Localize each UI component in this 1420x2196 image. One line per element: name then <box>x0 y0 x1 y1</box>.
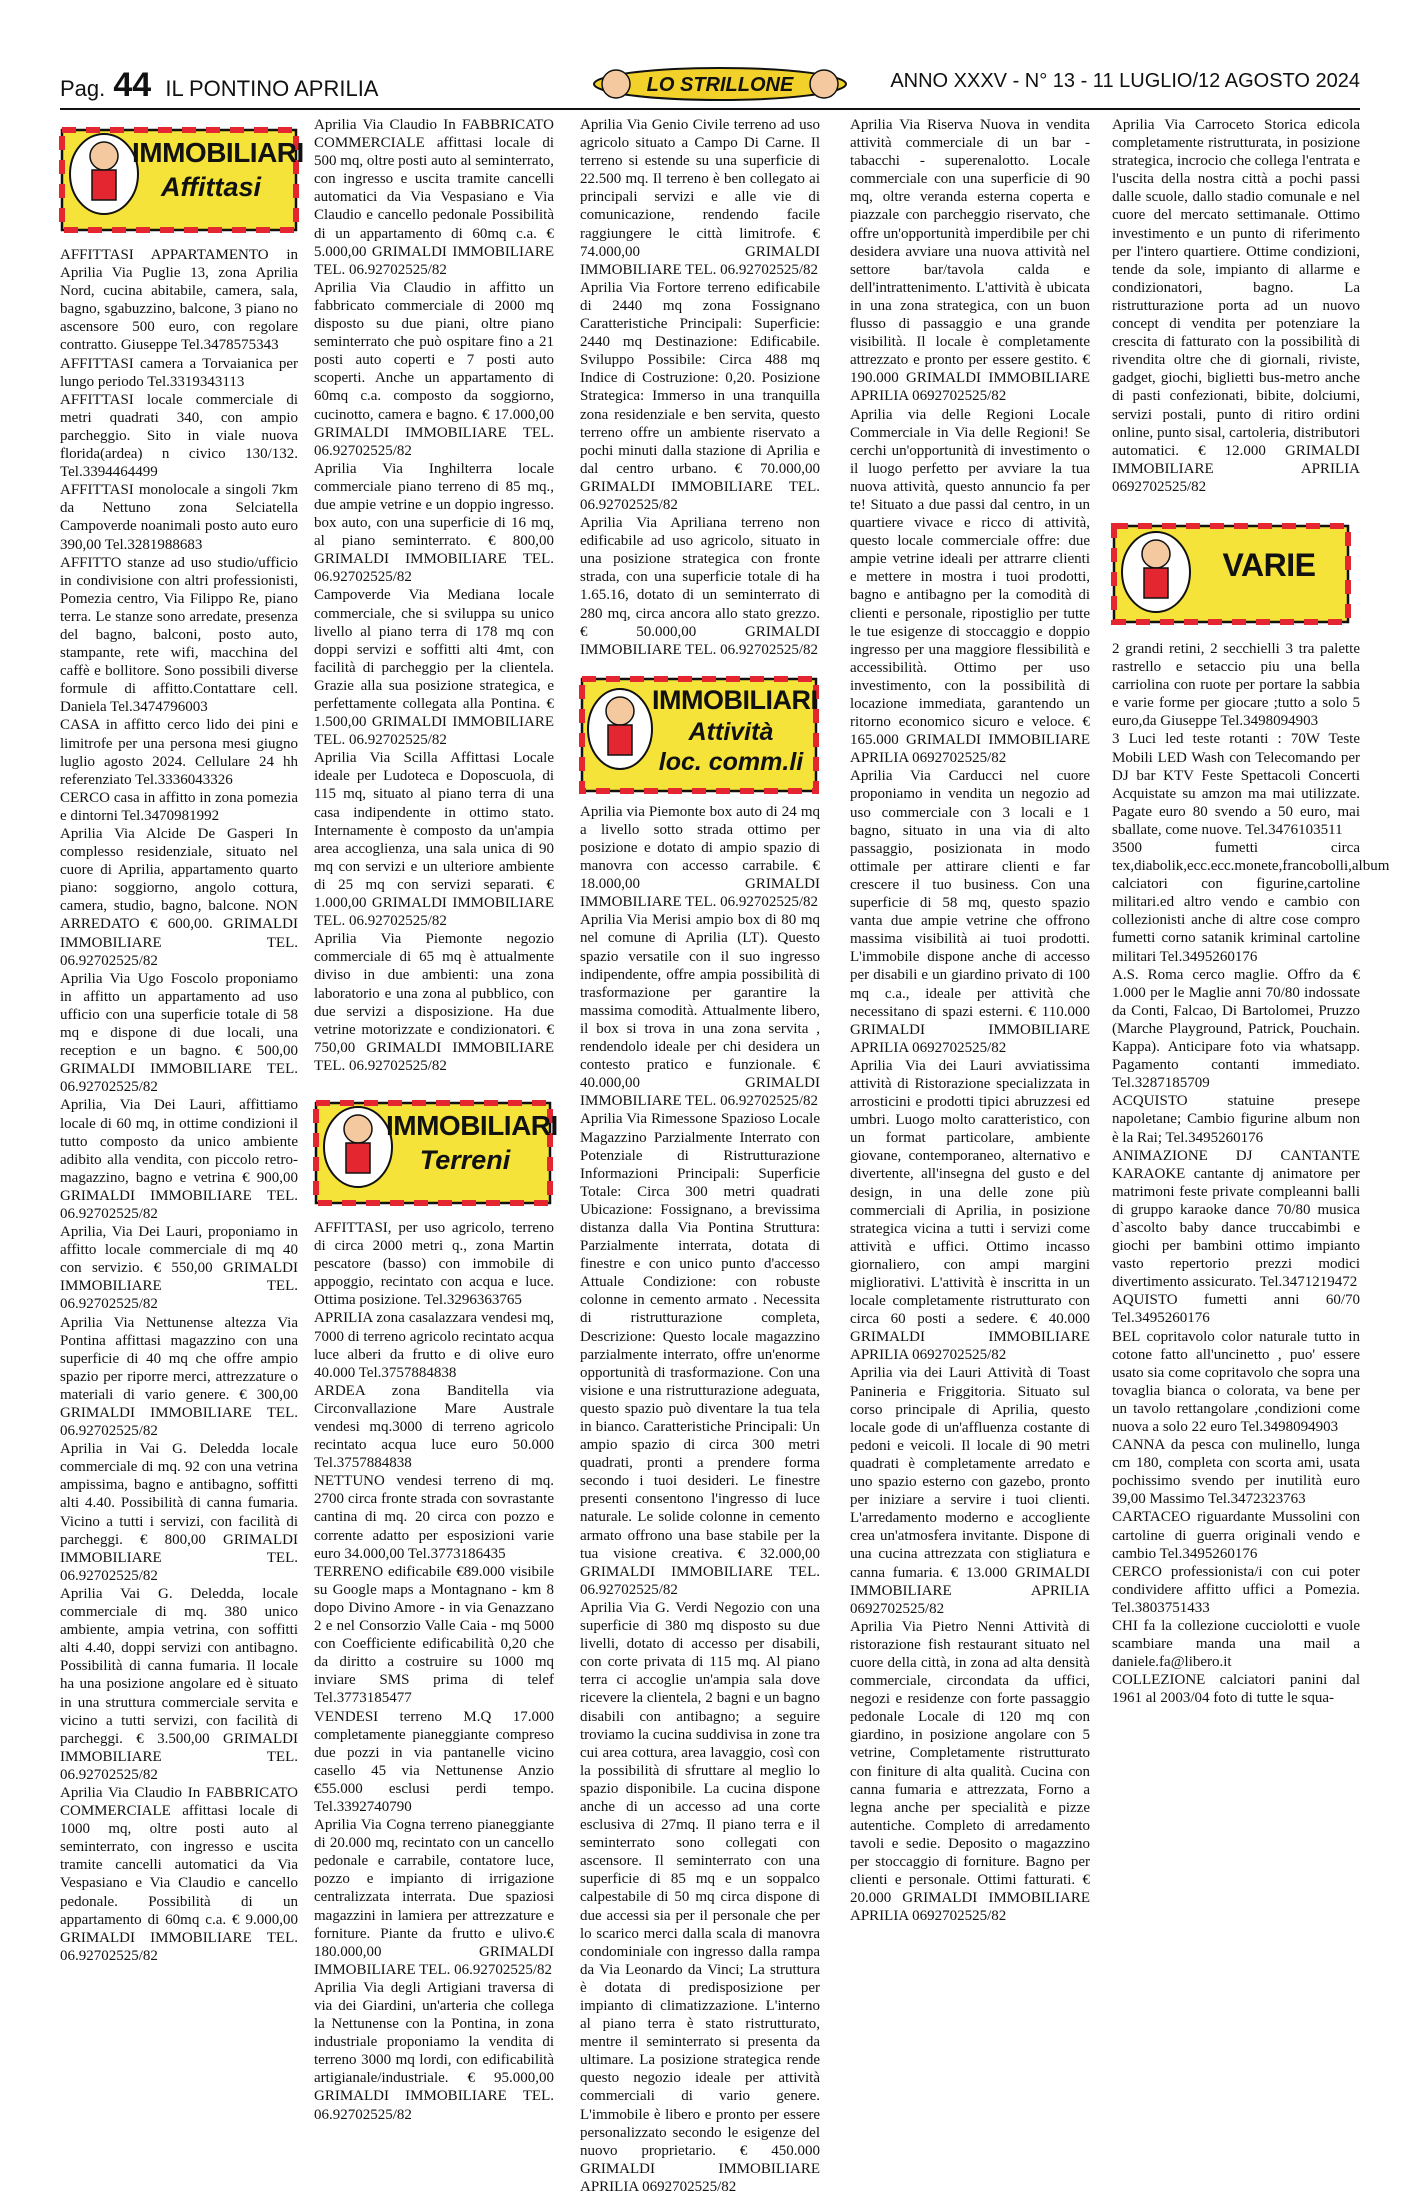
classified-ad: CANNA da pesca con mulinello, lunga cm 180, completa con scorta ami, usata pochissimo svendo per inutilità euro 39,00 Massimo Tel.3472323763 <box>1112 1437 1360 1508</box>
classified-ad: Aprilia Via Piemonte negozio commerciale di 65 mq è attualmente diviso in due ambienti: una zona laboratorio e una zona al pubblico, con due servizi a disposizione. Ha due vetrine motorizzate e condizionatori. € 750,00 GRIMALDI IMMOBILIARE TEL. 06.92702525/82 <box>314 931 554 1074</box>
classified-ad: 2 grandi retini, 2 secchielli 3 tra palette rastrello e setaccio piu una bella carriolina con ruote per portare la sabbia e varie forme per giocare ;tutto a solo 5 euro,da Giuseppe Tel.3498094903 <box>1112 640 1360 730</box>
section-subtitle-2: loc. comm.li <box>658 747 804 776</box>
classified-ad: AFFITTASI camera a Torvaianica per lungo periodo Tel.3319343113 <box>60 355 298 390</box>
column-3 <box>580 116 820 2195</box>
column-1 <box>60 116 304 1976</box>
classified-ad: Aprilia Via Rimessone Spazioso Locale Magazzino Parzialmente Interrato con Potenziale di Ristrutturazione Informazioni Principali: Superficie Totale: Circa 300 metri quadrati Ubicazione: Fossignano, a brevissima distanza dalla Via Pontina Struttura: Parzialmente interrata, dotata di finestre e con unico punto d'accesso Attuale Condizione: con robuste colonne in cemento armato . Necessita di ristrutturazione completa, Descrizione: Questo locale magazzino parzialmente interrato, offre un'enorme opportunità di trasformazione. Con una visione e una ristrutturazione adeguata, questo spazio può diventare la tua tela in bianco. Caratteristiche Principali: Un ampio spazio di circa 300 metri quadrati, pronti a prendere forma secondo i tuoi desideri. Le finestre presenti consentono l'ingresso di luce naturale. Le solide colonne in cemento armato offrono una base stabile per la tua visione creativa. € 32.000,00 GRIMALDI IMMOBILIARE TEL. 06.92702525/82 <box>580 1111 820 1598</box>
classified-ad: CARTACEO riguardante Mussolini con cartoline di guerra originali vendo e cambio Tel.3495260176 <box>1112 1509 1360 1562</box>
page-header-left <box>60 66 378 105</box>
classified-ad: Aprilia via Piemonte box auto di 24 mq a livello sotto strada ottimo per posizione e dotato di ampio spazio di manovra con accesso carrabile. € 18.000,00 GRIMALDI IMMOBILIARE TEL. 06.92702525/82 <box>580 803 820 911</box>
paper-name: IL PONTINO APRILIA <box>165 76 379 101</box>
classified-ad: Aprilia Vai G. Deledda, locale commerciale di mq. 380 unico ambiente, ampia vetrina, con soffitti alti 4.40, doppi servizi con antibagno. Possibilità di canna fumaria. Il locale ha una posizione angolare ed è situato in una struttura commerciale servita e vicino a tutti servizi, con facilità di parcheggi. € 3.500,00 GRIMALDI IMMOBILIARE TEL. 06.92702525/82 <box>60 1585 298 1783</box>
classified-ad: Aprilia via delle Regioni Locale Commerciale in Via delle Regioni! Se cerchi un'opportunità di investimento o il luogo perfetto per avviare la tua nuova attività, questo annuncio fa per te! Situato a due passi dal centro, in un quartiere vivace e ricco di attività, questo locale commerciale offre: due ampie vetrine ideali per attrarre clienti e mettere in mostra i tuoi prodotti, bagno e antibagno per la comodità di clienti e personale, ripostiglio per tutte le tue esigenze di stoccaggio e doppio ingresso per una maggiore flessibilità e accessibilità. Ottimo per uso investimento, con la possibilità di locazione immediata, garantendo un ritorno economico sicuro e veloce. € 165.000 GRIMALDI IMMOBILIARE APRILIA 0692702525/82 <box>850 406 1090 767</box>
classified-ad: 3500 fumetti circa tex,diabolik,ecc.ecc.monete,francobolli,album calciatori con figurine,cartoline militari.ed altro vendo e cambio con collezionisti anche di altre cose compro fumetti corno satanik kriminal cartoline militari Tel.3495260176 <box>1112 840 1390 965</box>
lo-strillone-logo <box>590 64 850 104</box>
section-header-attivita <box>580 673 820 795</box>
classified-ad: AFFITTO stanze ad uso studio/ufficio in condivisione con altri professionisti, Pomezia centro, Via Filippo Re, piano terra. Le stanze sono arredate, presenza del bagno, balconi, posto auto, stampante, rete wifi, macchina del caffè e bollitore. Sono possibili diverse formule di affitto.Contattare cell. Daniela Tel.3474796003 <box>60 554 298 716</box>
classified-ad: Aprilia Via degli Artigiani traversa di via dei Giardini, un'arteria che collega la Nettunense con la Pontina, in zona industriale proponiamo la vendita di terreno 3000 mq lordi, con edificabilità artigianale/industriale. € 95.000,00 GRIMALDI IMMOBILIARE TEL. 06.92702525/82 <box>314 1979 554 2123</box>
classified-ad: Aprilia Via Scilla Affittasi Locale ideale per Ludoteca e Doposcuola, di 115 mq, situato al piano terra di una casa indipendente in ottimo stato. Internamente è composto da un'ampia area accoglienza, una sala unica di 90 mq con servizi e un ulteriore ambiente di 25 mq con servizi separati. € 1.000,00 GRIMALDI IMMOBILIARE TEL. 06.92702525/82 <box>314 750 554 930</box>
classified-ad: TERRENO edificabile €89.000 visibile su Google maps a Montagnano - km 8 dopo Divino Amore - in via Genazzano 2 e nel Consorzio Valle Caia - mq 5000 con Coefficiente edificabilità 0,20 che da diritto a costruire su 1000 mq inviare SMS prima di telef Tel.3773185477 <box>314 1563 554 1707</box>
classified-ad: Aprilia Via Carducci nel cuore proponiamo in vendita un negozio ad uso commerciale con 3 locali e 1 bagno, situato in una via di alto passaggio, posizionata in modo ottimale per attirare clienti e far crescere il tuo business. Con una superficie di 58 mq, questo spazio vanta due ampie vetrine che offrono massima visibilità ai tuoi prodotti. L'immobile dispone anche di accesso per disabili e un giardino privato di 100 mq c.a., ideale per attività che necessitano di spazi esterni. € 110.000 GRIMALDI IMMOBILIARE APRILIA 0692702525/82 <box>850 768 1090 1056</box>
section-title: IMMOBILIARI <box>652 684 818 715</box>
classified-ad: Campoverde Via Mediana locale commerciale, che si sviluppa su unico livello al piano terra di 178 mq con doppi servizi e soffitti alti 4mt, con facilità di parcheggio per la clientela. Grazie alla sua posizione strategica, e perfettamente collegata alla Pontina. € 1.500,00 GRIMALDI IMMOBILIARE TEL. 06.92702525/82 <box>314 587 554 749</box>
column-2 <box>314 116 558 2123</box>
section-subtitle: Terreni <box>419 1144 511 1175</box>
page-number: 44 <box>113 66 152 104</box>
section-header-affittasi <box>60 116 304 238</box>
masthead <box>60 64 1360 108</box>
classified-ad: Aprilia via dei Lauri Attività di Toast Panineria e Friggitoria. Situato sul corso principale di Aprilia, questo locale gode di un'affluenza costante di pedoni e veicoli. Il locale di 90 metri quadrati è completamente arredato e uno spazio esterno con gazebo, pronto per iniziare a servire i tuoi clienti. L'arredamento moderno e accogliente crea un'atmosfera invitante. Dispone di una cucina attrezzata con stigliatura e canna fumaria. € 13.000 GRIMALDI IMMOBILIARE APRILIA 0692702525/82 <box>850 1365 1090 1617</box>
classified-ad: Aprilia Via Pietro Nenni Attività di ristorazione fish restaurant situato nel cuore della città, in zona ad alta densità commerciale, circondata da uffici, negozi e residenze con forte passaggio pedonale Locale di 120 mq con giardino, in posizione angolare con 5 vetrine, Completamente ristrutturato con finiture di alta qualità. Cucina con canna fumaria e attrezzata, Forno a legna anche per specialità e pizze autentiche. Completo di arredamento tavoli e sedie. Deposito o magazzino per stoccaggio di forniture. Bagno per clienti e personale. Ottimi fatturati. € 20.000 GRIMALDI IMMOBILIARE APRILIA 0692702525/82 <box>850 1618 1090 1925</box>
classified-ad: AQUISTO fumetti anni 60/70 Tel.3495260176 <box>1112 1292 1360 1327</box>
column-5 <box>1112 116 1390 1976</box>
classified-ad: CHI fa la collezione cucciolotti e vuole scambiare manda una mail a daniele.fa@libero.it <box>1112 1618 1360 1671</box>
classified-ad: Aprilia, Via Dei Lauri, affittiamo locale di 60 mq, in ottime condizioni il tutto composto da unico ambiente adibito alla vendita, con piccolo retro-magazzino, bagno e vetrina € 900,00 GRIMALDI IMMOBILIARE TEL. 06.92702525/82 <box>60 1097 298 1222</box>
classified-ad: AFFITTASI APPARTAMENTO in Aprilia Via Puglie 13, zona Aprilia Nord, cucina abitabile, camera, sala, bagno, sgabuzzino, balcone, 3 piano no ascensore 500 euro, con regolare contratto. Giuseppe Tel.3478575343 <box>60 247 298 354</box>
classified-ad: AFFITTASI locale commerciale di metri quadrati 340, con ampio parcheggio. Sito in viale nuova florida(ardea) n civico 130/132. Tel.3394464499 <box>60 391 298 481</box>
classified-ad: Aprilia Via Cogna terreno pianeggiante di 20.000 mq, recintato con un cancello pedonale e carrabile, contatore luce, pozzo e impianto di irrigazione centralizzata interrata. Due spaziosi magazzini in lamiera per attrezzature e forniture. Piante da frutto e ulivo.€ 180.000,00 GRIMALDI IMMOBILIARE TEL. 06.92702525/82 <box>314 1817 554 1978</box>
classified-ad: Aprilia Via Inghilterra locale commerciale piano terreno di 85 mq., due ampie vetrine e un doppio ingresso. box auto, con una superficie di 16 mq, al piano seminterrato. € 800,00 GRIMALDI IMMOBILIARE TEL. 06.92702525/82 <box>314 460 554 586</box>
classified-ad: Aprilia, Via Dei Lauri, proponiamo in affitto locale commerciale di mq 40 con servizio. € 550,00 GRIMALDI IMMOBILIARE TEL. 06.92702525/82 <box>60 1224 298 1313</box>
classified-ad: Aprilia Via Claudio In FABBRICATO COMMERCIALE affittasi locale di 500 mq, oltre posti auto al seminterrato, con ingresso e uscita tramite cancelli automatici da Via Vespasiano e Via Claudio e cancello pedonale Possibilità di un appartamento di 60mq c.a. € 5.000,00 GRIMALDI IMMOBILIARE TEL. 06.92702525/82 <box>314 117 554 278</box>
section-subtitle: Attività <box>688 717 774 746</box>
issue-info: ANNO XXXV - N° 13 - 11 LUGLIO/12 AGOSTO 2024 <box>890 70 1360 92</box>
logo-text: LO STRILLONE <box>646 74 794 96</box>
section-title: VARIE <box>1222 546 1316 583</box>
classified-ad: Aprilia in Vai G. Deledda locale commerciale di mq. 92 con una vetrina ampissima, bagno e antibagno, soffitti alti 4.40. Possibilità di canna fumaria. Vicino a tutti i servizi, con facilità di parcheggi. € 800,00 GRIMALDI IMMOBILIARE TEL. 06.92702525/82 <box>60 1441 298 1584</box>
classified-ad: Aprilia Via Claudio In FABBRICATO COMMERCIALE affittasi locale di 1000 mq, oltre posti auto al seminterrato, con ingresso e uscita tramite cancelli automatici da Via Vespasiano e Via Claudio e cancello pedonale. Possibilità di un appartamento di 60mq c.a. € 9.000,00 GRIMALDI IMMOBILIARE TEL. 06.92702525/82 <box>60 1784 298 1964</box>
classified-ad: Aprilia Via Merisi ampio box di 80 mq nel comune di Aprilia (LT). Questo spazio versatile con il suo ingresso indipendente, offre ampia possibilità di trasformazione per garantire la massima comodità. Attualmente libero, il box si trova in una zona servita , rendendolo ideale per chi desidera un contesto pratico e funzionale. € 40.000,00 GRIMALDI IMMOBILIARE TEL. 06.92702525/82 <box>580 912 820 1110</box>
classified-ad: Aprilia Via Riserva Nuova in vendita attività commerciale di un bar - tabacchi - superenalotto. Locale commerciale con una superficie di 90 mq, oltre veranda esterna coperta e piazzale con parcheggio riservato, che offre un'opportunità imperdibile per chi desidera avviare una nuova attività nel settore bar/tavola calda e dell'intrattenimento. L'attività è ubicata in una zona strategica, con un buon flusso di passaggio e una grande visibilità. Il locale è completamente attrezzato e pronto per essere gestito. € 190.000 GRIMALDI IMMOBILIARE APRILIA 0692702525/82 <box>850 117 1090 405</box>
classified-ad: Aprilia Via Fortore terreno edificabile di 2440 mq zona Fossignano Caratteristiche Principali: Superficie: 2440 mq Destinazione: Edificabile. Sviluppo Possibile: Circa 488 mq Indice di Costruzione: 0,20. Posizione Strategica: Immerso in una tranquilla zona residenziale e ben servita, questo terreno offre un ambiente riservato a pochi minuti dalla stazione di Aprilia e dal centro urbano. € 70.000,00 GRIMALDI IMMOBILIARE TEL. 06.92702525/82 <box>580 279 820 513</box>
classified-ad: Aprilia Via Genio Civile terreno ad uso agricolo situato a Campo Di Carne. Il terreno si estende su una superficie di 22.500 mq. Il terreno è ben collegato ai principali servizi e alle vie di comunicazione, rendendo facile raggiungere le città limitrofe. € 74.000,00 GRIMALDI IMMOBILIARE TEL. 06.92702525/82 <box>580 117 820 278</box>
classified-ad: Aprilia Via Alcide De Gasperi In complesso residenziale, situato nel cuore di Aprilia, appartamento quarto piano: soggiorno, angolo cottura, camera, studio, bagno, balcone. NON ARREDATO € 600,00. GRIMALDI IMMOBILIARE TEL. 06.92702525/82 <box>60 826 298 969</box>
classified-ad: AFFITTASI, per uso agricolo, terreno di circa 2000 metri q., zona Martin pescatore (basso) con immobile di appoggio, recintato con acqua e luce. Ottima posizione. Tel.3296363765 <box>314 1219 554 1309</box>
section-header-terreni <box>314 1089 558 1211</box>
section-title: IMMOBILIARI <box>386 1109 558 1141</box>
classified-ad: 3 Luci led teste rotanti : 70W Teste Mobili LED Wash con Telecomando per DJ bar KTV Feste Spettacoli Concerti Acquistate su amzon ma mai utilizzate. Pagate euro 80 svendo a 50 euro, mai sballate, come nuove. Tel.3476103511 <box>1112 731 1360 838</box>
classified-ad: Aprilia Via Ugo Foscolo proponiamo in affitto un appartamento ad uso ufficio con una superficie totale di 58 mq e dispone di due locali, una reception e un bagno. € 500,00 GRIMALDI IMMOBILIARE TEL. 06.92702525/82 <box>60 970 298 1096</box>
classified-ad: Aprilia Via G. Verdi Negozio con una superficie di 380 mq disposto su due livelli, dotato di accesso per disabili, con corte privata di 115 mq. Al piano terra ci accoglie un'ampia sala dove ricevere la clientela, 2 bagni e un bagno disabili con antibagno; a seguire troviamo la cucina suddivisa in zone tra cui area cottura, area lavaggio, così con la possibilità di sfruttare al meglio lo spazio disponibile. La cucina dispone anche di un accesso ad una corte esclusiva di 27mq. Il piano terra e il seminterrato sono collegati con ascensore. Il seminterrato con una superficie di 85 mq e un soppalco calpestabile di 50 mq circa dispone di due accessi sia per il personale che per lo scarico merci dalla scala di manovra condominiale con ingresso dalla rampa da Via Leonardo da Vinci; La struttura è dotata di predisposizione per impianto di climatizzazione. L'interno al piano terra è stato ristrutturato, mentre il seminterrato si presenta da ultimare. La posizione strategica rende questo negozio ideale per attività commerciali di vario genere. L'immobile è libero e pronto per essere personalizzato secondo le esigenze del nuovo proprietario. € 450.000 GRIMALDI IMMOBILIARE APRILIA 0692702525/82 <box>580 1599 820 2195</box>
classified-ad: AFFITTASI monolocale a singoli 7km da Nettuno zona Selciatella Campoverde noanimali posto auto euro 390,00 Tel.3281988683 <box>60 482 298 553</box>
classified-ad: ANIMAZIONE DJ CANTANTE KARAOKE cantante dj animatore per matrimoni feste private compleanni balli di gruppo karaoke dance 70/80 musica d`ascolto baby dance truccabimbi e giochi per bambini ottimo impianto vasto repertorio prezzi modici divertimento assicurato. Tel.3471219472 <box>1112 1147 1360 1291</box>
classified-ad: Aprilia Via Nettunense altezza Via Pontina affittasi magazzino con una superficie di 40 mq che offre ampio spazio per riporre merci, attrezzature o materiali di vario genere. € 300,00 GRIMALDI IMMOBILIARE TEL. 06.92702525/82 <box>60 1314 298 1440</box>
classified-ad: ACQUISTO statuine presepe napoletane; Cambio figurine album non è la Rai; Tel.3495260176 <box>1112 1093 1360 1146</box>
section-header-varie <box>1112 514 1352 632</box>
page-label: Pag. <box>60 76 106 101</box>
classified-ad: Aprilia Via Claudio in affitto un fabbricato commerciale di 2000 mq disposto su due piani, oltre piano seminterrato che può ospitare fino a 21 posti auto coperti e 7 posti auto scoperti. Anche un appartamento di 60mq c.a. composto da soggiorno, cucinotto, camera e bagno. € 17.000,00 GRIMALDI IMMOBILIARE TEL. 06.92702525/82 <box>314 279 554 459</box>
classified-ad: ARDEA zona Banditella via Circonvallazione Mare Australe vendesi mq.3000 di terreno agricolo recintato acqua luce euro 50.000 Tel.3757884838 <box>314 1382 554 1472</box>
classified-ad: CERCO professionista/i con cui poter condividere affitto uffici a Pomezia. Tel.3803751433 <box>1112 1563 1360 1616</box>
classified-ad: Aprilia Via dei Lauri avviatissima attività di Ristorazione specializzata in arrosticini e prodotti tipici abruzzesi ed umbri. Luogo molto caratteristico, con un format particolare, ambiente giovane, contemporaneo, alternativo e divertente, all'insegna del gusto e del design, in una delle zone più commerciali di Aprilia, in posizione strategica vicina a tutti i servizi come attività e uffici. Ottimo incasso giornaliero, con ampi margini migliorativi. L'attività è inscritta in un locale completamente ristrutturato con circa 60 posti a sedere. € 40.000 GRIMALDI IMMOBILIARE APRILIA 0692702525/82 <box>850 1057 1090 1364</box>
classified-ad: CERCO casa in affitto in zona pomezia e dintorni Tel.3470981992 <box>60 789 298 824</box>
classified-ad: NETTUNO vendesi terreno di mq. 2700 circa fronte strada con sovrastante cantina di mq. 20 circa con pozzo e corrente adatto per esposizioni varie euro 34.000,00 Tel.3773186435 <box>314 1473 554 1562</box>
classified-ad: CASA in affitto cerco lido dei pini e limitrofe per una persona mesi giugno luglio agosto 2024. Cellulare 24 hh referenziato Tel.3336043326 <box>60 717 298 788</box>
classified-ad: COLLEZIONE calciatori panini dal 1961 al 2003/04 foto di tutte le squa- <box>1112 1672 1360 1707</box>
classified-ad: BEL copritavolo color naturale tutto in cotone fatto all'uncinetto , puo' essere usato sia come copritavolo che sopra una tovaglia bianca o colorata, va bene per un tavolo rettangolare ,condizioni come nuova a solo 22 euro Tel.3498094903 <box>1112 1328 1360 1435</box>
classified-ad: VENDESI terreno M.Q 17.000 completamente pianeggiante compreso due pozzi in via pantanelle vicino casello 45 via Nettunense Anzio €55.000 esclusi perdi tempo. Tel.3392740790 <box>314 1708 554 1815</box>
logo-graphic <box>590 64 850 104</box>
classified-ad: A.S. Roma cerco maglie. Offro da € 1.000 per le Maglie anni 70/80 indossate da Conti, Falcao, Di Bartolomei, Pruzzo (Marche Playground, Patrick, Pouchain. Kappa). Anticipare foto via whatsapp. Pagamento contanti immediato. Tel.3287185709 <box>1112 966 1360 1092</box>
classified-ad: APRILIA zona casalazzara vendesi mq, 7000 di terreno agricolo recintato acqua luce alberi da frutto e di olive euro 40.000 Tel.3757884838 <box>314 1310 554 1381</box>
section-title: IMMOBILIARI <box>132 137 304 168</box>
column-4 <box>850 116 1090 1976</box>
classified-ad: Aprilia Via Carroceto Storica edicola completamente ristrutturata, in posizione strategica, incrocio che collega l'entrata e l'uscita della nostra città a pochi passi dalle scuole, dallo stadio comunale e nel cuore del mercato settimanale. Ottimo investimento e un punto di riferimento per l'intero quartiere. Ottime condizioni, tende da sole, impianto di allarme e condizionatori, bagno. La ristrutturazione porta ad un nuovo concept di vendita per potenziare la crescita di fatturato con la possibilità di rivendita oltre che di giornali, riviste, gadget, giochi, biglietti bus-metro anche di pasti confezionati, bibite, dolciumi, servizi postali, punto di ritiro ordini online, punto sisal, cartoleria, distributori automatici. € 12.000 GRIMALDI IMMOBILIARE APRILIA 0692702525/82 <box>1112 117 1360 495</box>
masthead-rule <box>60 108 1360 110</box>
section-subtitle: Affittasi <box>160 172 261 202</box>
classified-ad: Aprilia Via Apriliana terreno non edificabile ad uso agricolo, situato in una posizione strategica con fronte strada, con una superficie totale di ha 1.65.16, dotato di un seminterrato di 280 mq, circa ancora allo stato grezzo. € 50.000,00 GRIMALDI IMMOBILIARE TEL. 06.92702525/82 <box>580 515 820 658</box>
